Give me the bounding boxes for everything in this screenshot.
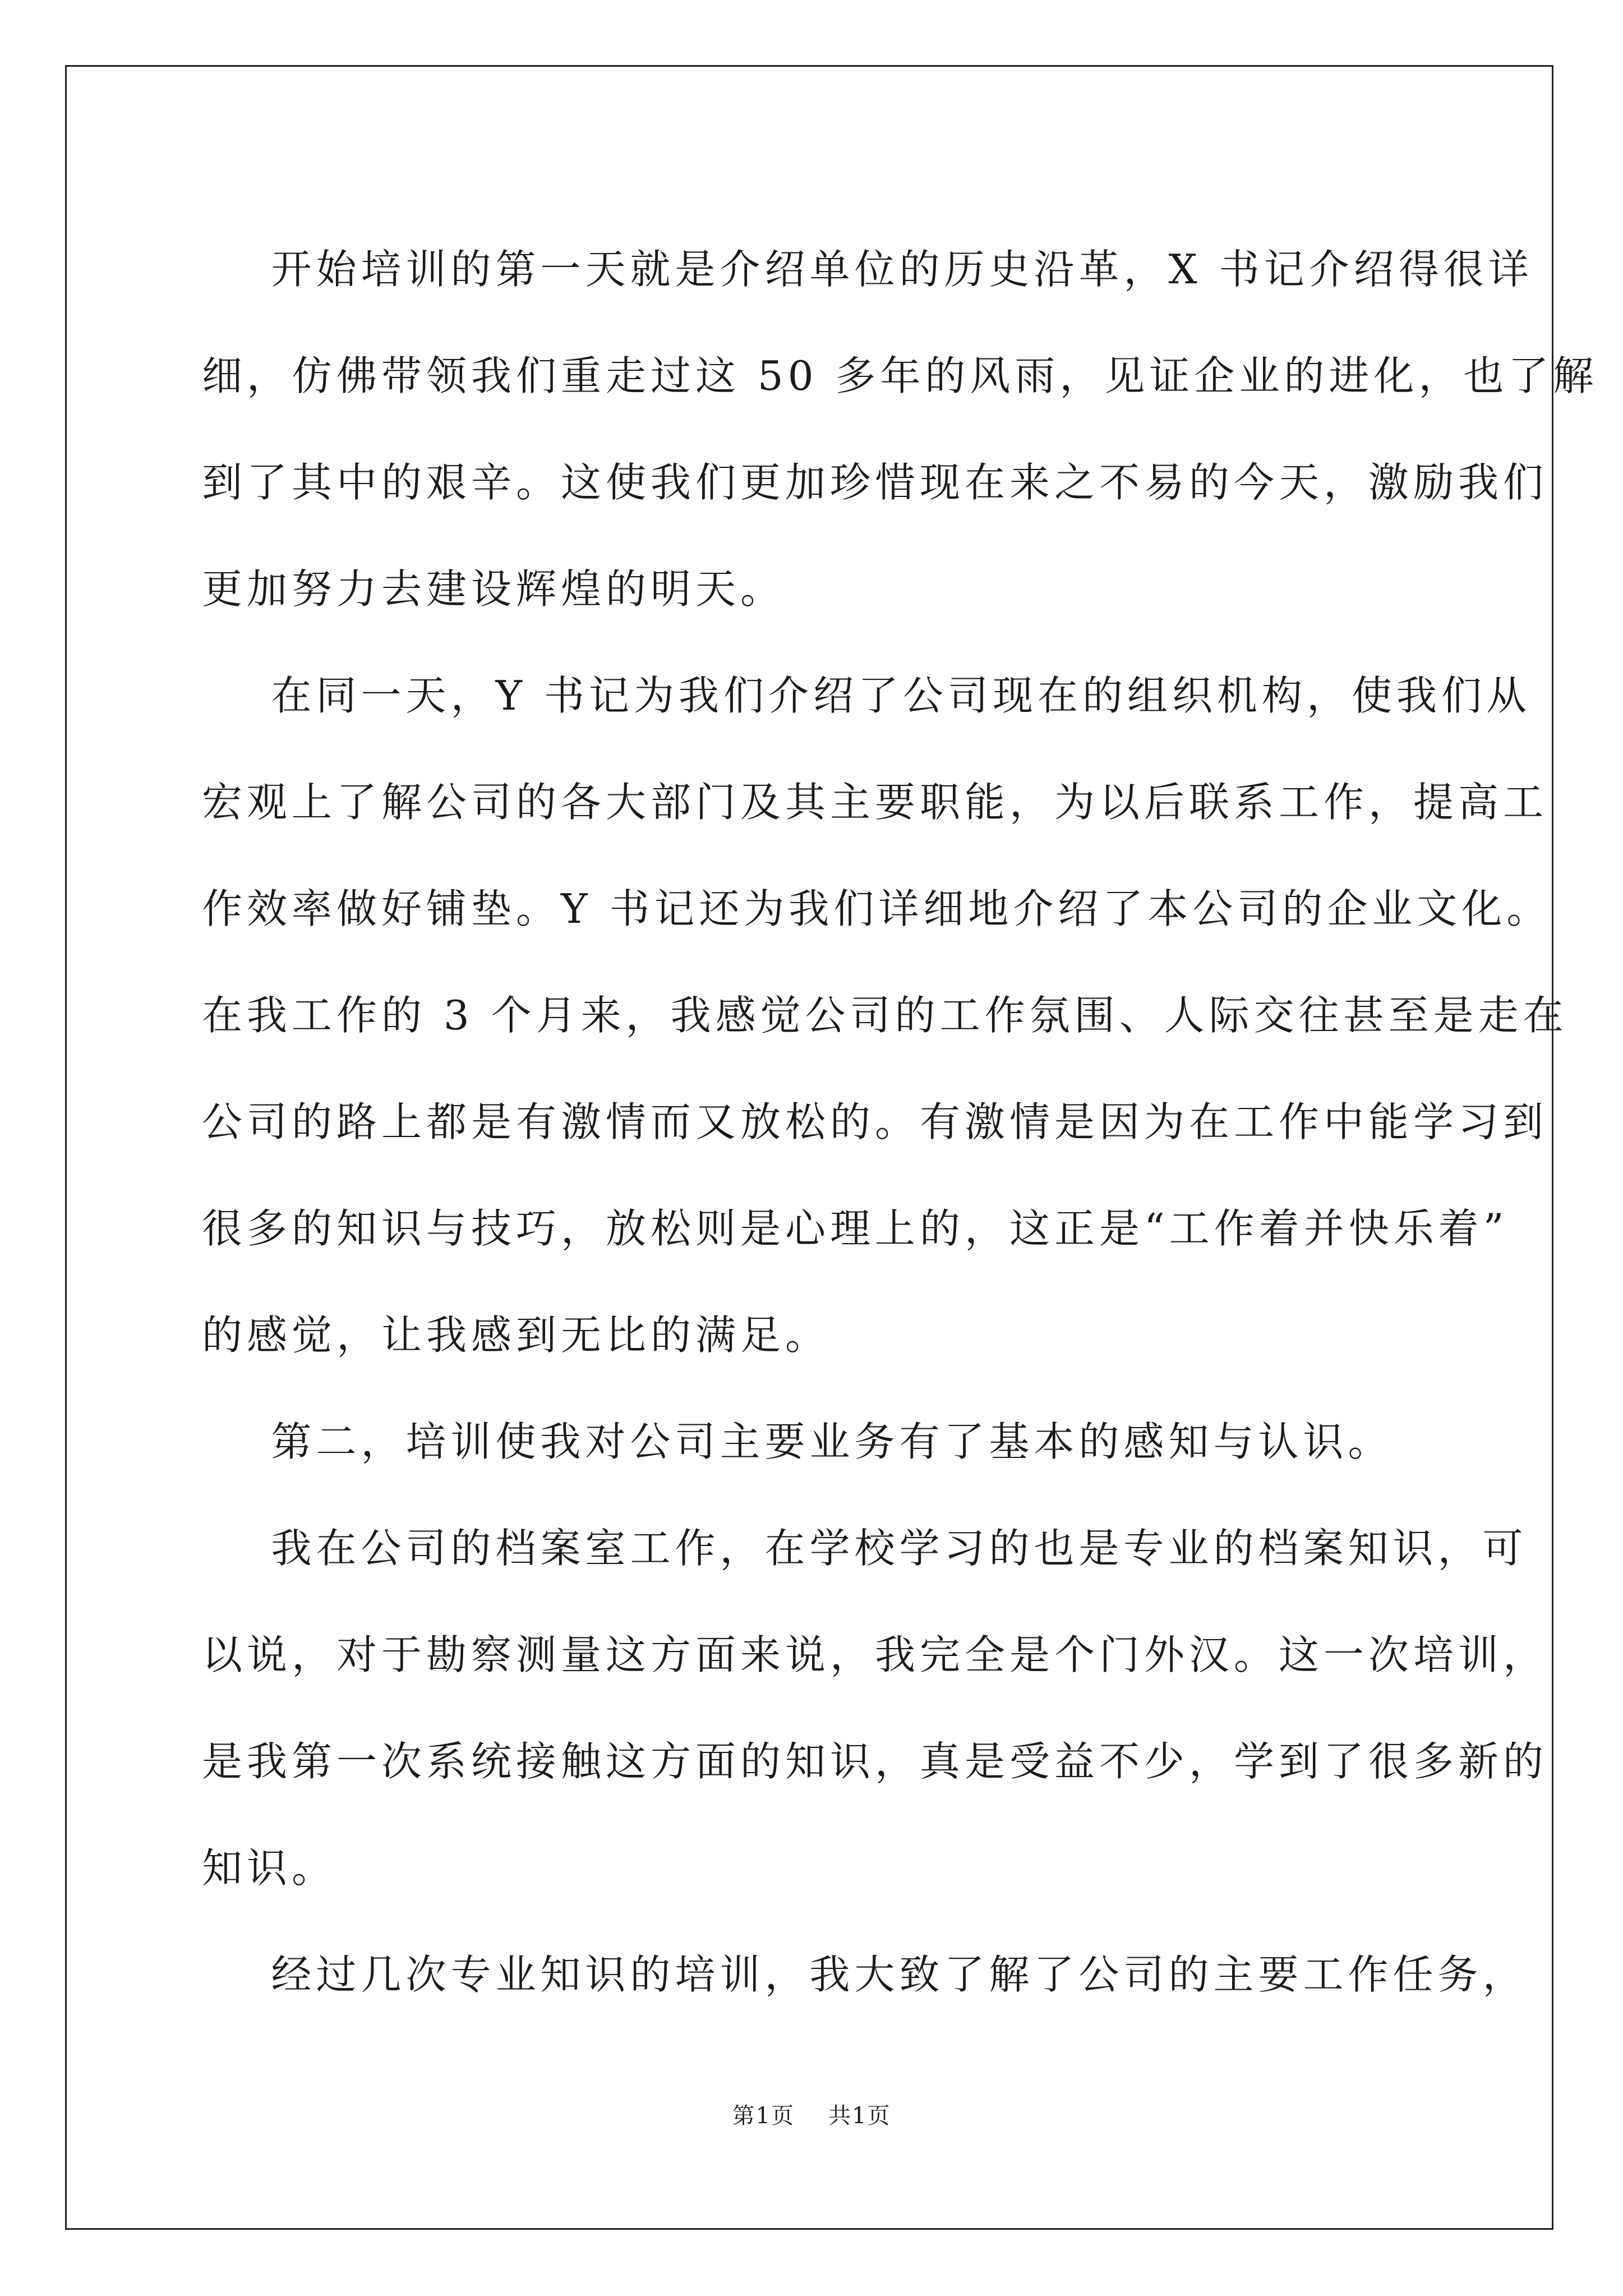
text-line: 在同一天，Y 书记为我们介绍了公司现在的组织机构，使我们从	[202, 672, 1531, 719]
text-line: 经过几次专业知识的培训，我大致了解了公司的主要工作任务，	[202, 1951, 1528, 1998]
text-line: 在我工作的 3 个月来，我感觉公司的工作氛围、人际交往甚至是走在	[202, 992, 1568, 1039]
text-line: 细，仿佛带领我们重走过这 50 多年的风雨，见证企业的进化，也了解	[202, 352, 1598, 399]
text-line: 很多的知识与技巧，放松则是心理上的，这正是“工作着并快乐着”	[202, 1205, 1509, 1252]
text-line: 知识。	[202, 1844, 337, 1892]
page-footer	[0, 2098, 1623, 2130]
page-number-total: 共1页	[828, 2103, 891, 2129]
document-body	[202, 216, 1598, 2028]
text-line: 的感觉，让我感到无比的满足。	[202, 1312, 831, 1359]
text-line: 作效率做好铺垫。Y 书记还为我们详细地介绍了本公司的企业文化。	[202, 885, 1552, 932]
text-line: 更加努力去建设辉煌的明天。	[202, 565, 786, 613]
text-line: 我在公司的档案室工作，在学校学习的也是专业的档案知识，可	[202, 1525, 1528, 1572]
text-line: 到了其中的艰辛。这使我们更加珍惜现在来之不易的今天，激励我们	[202, 459, 1548, 506]
text-line: 是我第一次系统接触这方面的知识，真是受益不少，学到了很多新的	[202, 1738, 1548, 1785]
text-line: 宏观上了解公司的各大部门及其主要职能，为以后联系工作，提高工	[202, 779, 1548, 826]
page-number-current: 第1页	[732, 2103, 795, 2129]
text-line: 以说，对于勘察测量这方面来说，我完全是个门外汉。这一次培训，	[202, 1631, 1548, 1678]
text-line: 公司的路上都是有激情而又放松的。有激情是因为在工作中能学习到	[202, 1098, 1548, 1145]
text-line: 第二，培训使我对公司主要业务有了基本的感知与认识。	[202, 1418, 1393, 1465]
text-line: 开始培训的第一天就是介绍单位的历史沿革，X 书记介绍得很详	[202, 246, 1533, 293]
